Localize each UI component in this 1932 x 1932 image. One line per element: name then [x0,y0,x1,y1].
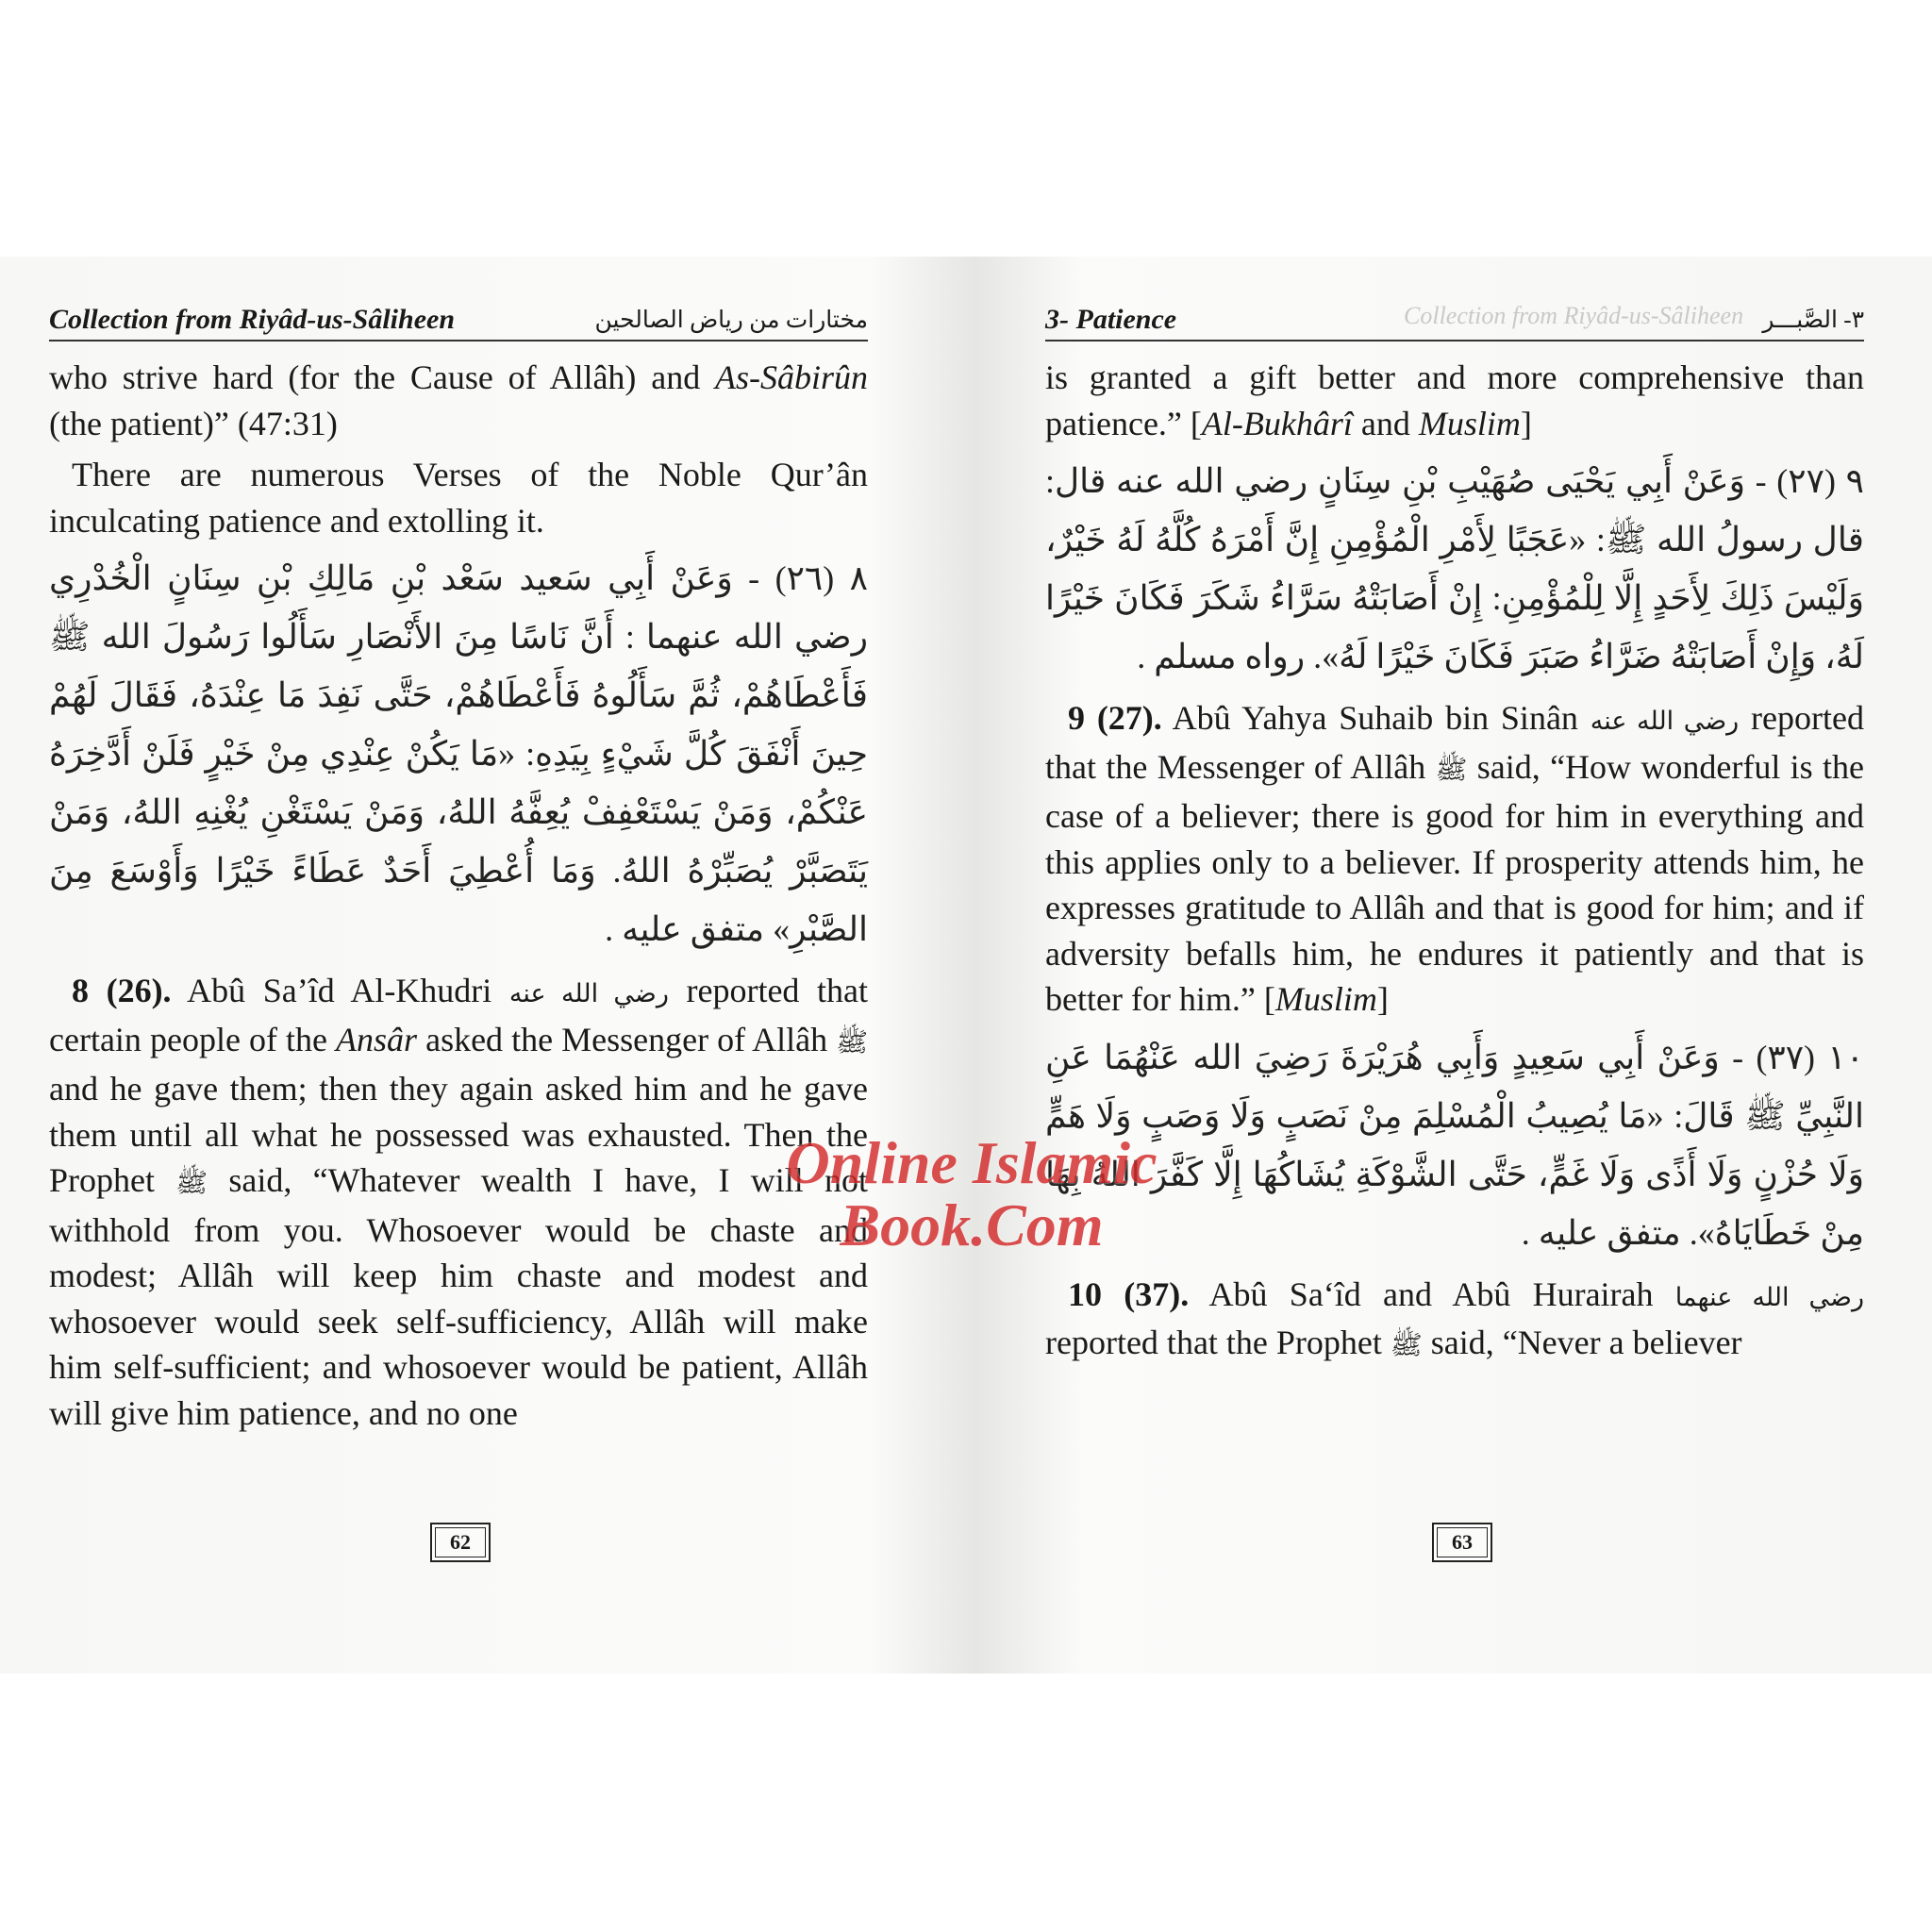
left-page [0,257,968,1674]
arabic-hadith-9: ٩ (٢٧) - وَعَنْ أَبِي يَحْيَى صُهَيْبِ بْنِ سِنَانٍ رضي الله عنه قال: قال رسولُ الله ﷺ: «عَجَبًا لِأَمْرِ الْمُؤْمِنِ إِنَّ أَمْرَهُ كُلَّهُ لَهُ خَيْرٌ، وَلَيْسَ ذَلِكَ لِأَحَدٍ إِلَّا لِلْمُؤْمِنِ: إِنْ أَصَابَتْهُ سَرَّاءُ شَكَرَ فَكَانَ خَيْرًا لَهُ، وَإِنْ أَصَابَتْهُ ضَرَّاءُ صَبَرَ فَكَانَ خَيْرًا لَهُ». رواه مسلم . [1045,462,1864,675]
salutation-seal-icon: ﷺ [175,1169,208,1198]
text-run: asked the Messenger of Allâh [417,1020,837,1058]
text-run: Abû Sa’îd Al-Khudri [171,972,509,1009]
left-page-header [49,296,868,341]
text-run: Abû Yahya Suhaib bin Sinân [1161,699,1591,737]
honorific-arabic: رضي الله عنهما [1674,1282,1864,1311]
text-run: reported that certain people of the [49,972,868,1058]
right-page [968,257,1932,1674]
hadith-number: 8 (26). [72,972,172,1009]
english-hadith-8 [49,968,868,1436]
text-run: said, “How wonderful is the case of a believer; there is good for him in everything and this applies only to a believer. If prosperity attends him, he expresses gratitude to Allâh and that is good for him; and if adversity befalls him, he endures it patiently and that is better for him.” [ [1045,747,1864,1018]
right-header-english: 3- Patience [1045,304,1177,335]
salutation-seal-icon: ﷺ [1390,1331,1423,1360]
book-spread [0,257,1932,1674]
italic-term: As-Sâbirûn [715,358,868,396]
patience-verses-paragraph: There are numerous Verses of the Noble Qur’ân inculcating patience and extolling it. [49,456,868,540]
honorific-arabic: رضي الله عنه [1590,707,1740,735]
hadith-number: 9 (27). [1068,699,1162,737]
honorific-arabic: رضي الله عنه [508,979,669,1008]
verse-conclusion-paragraph [49,355,868,446]
salutation-seal-icon: ﷺ [836,1027,869,1058]
text-run: is granted a gift better and more comprehensive than patience.” [ [1045,358,1864,442]
page-number-left: 62 [430,1523,491,1562]
right-page-body [1045,355,1864,1375]
text-run: reported that the Prophet [1045,1324,1391,1361]
english-hadith-9 [1045,695,1864,1023]
text-run: and he gave them; then they again asked him and he gave them until all what he possessed was exhausted. Then the Prophet [49,1070,868,1199]
left-header-english: Collection from Riyâd-us-Sâliheen [49,304,456,335]
bleed-through-header: Collection from Riyâd-us-Sâliheen [1404,302,1744,329]
hadith-number: 10 (37). [1068,1274,1190,1313]
text-run: Abû Sa‘îd and Abû Hurairah [1189,1274,1675,1313]
italic-term: Muslim [1274,980,1377,1018]
text-run: who strive hard (for the Cause of Allâh) and [49,358,715,396]
right-page-header [1045,296,1864,341]
watermark-line-1: Online Islamic [786,1129,1158,1196]
italic-term: Muslim [1418,404,1521,442]
english-hadith-10 [1045,1272,1864,1370]
italic-term: Al-Bukhârî [1201,404,1353,442]
text-run: (the patient)” (47:31) [49,404,338,442]
text-run: ] [1520,404,1532,442]
text-run: ] [1376,980,1389,1018]
text-run: reported that the Messenger of Allâh [1045,699,1864,786]
left-header-arabic: مختارات من رياض الصالحين [594,308,868,333]
text-run: and [1352,404,1419,442]
left-page-body [49,355,868,1441]
arabic-hadith-10: ١٠ (٣٧) - وَعَنْ أَبِي سَعِيدٍ وَأَبِي هُرَيْرَةَ رَضِيَ الله عَنْهُمَا عَنِ النَّبِيِّ ﷺ قَالَ: «مَا يُصِيبُ الْمُسْلِمَ مِنْ نَصَبٍ وَلَا وَصَبٍ وَلَا هَمٍّ وَلَا حُزْنٍ وَلَا أَذًى وَلَا غَمٍّ، حَتَّى الشَّوْكَةِ يُشَاكُهَا إِلَّا كَفَّرَ اللهُ بِهَا مِنْ خَطَايَاهُ». متفق عليه . [1045,1038,1865,1252]
italic-term: Ansâr [336,1020,418,1058]
arabic-hadith-8: ٨ (٢٦) - وَعَنْ أَبِي سَعيد سَعْد بْنِ مَالِكِ بْنِ سِنَانٍ الْخُدْرِي رضي الله عنهما : أَنَّ نَاسًا مِنَ الأَنْصَارِ سَأَلُوا رَسُولَ الله ﷺ فَأَعْطَاهُمْ، ثُمَّ سَأَلُوهُ فَأَعْطَاهُمْ، حَتَّى نَفِدَ مَا عِنْدَهُ، فَقَالَ لَهُمْ حِينَ أَنْفَقَ كُلَّ شَيْءٍ بِيَدِهِ: «مَا يَكُنْ عِنْدِي مِنْ خَيْرٍ فَلَنْ أَدَّخِرَهُ عَنْكُمْ، وَمَنْ يَسْتَعْفِفْ يُعِفَّهُ اللهُ، وَمَنْ يَسْتَغْنِ يُغْنِهِ اللهُ، وَمَنْ يَتَصَبَّرْ يُصَبِّرْهُ اللهُ. وَمَا أُعْطِيَ أَحَدٌ عَطَاءً خَيْرًا وَأَوْسَعَ مِنَ الصَّبْرِ» متفق عليه . [49,559,868,948]
watermark-line-2: Book.Com [840,1191,1104,1258]
salutation-seal-icon: ﷺ [1435,755,1468,785]
text-run: said, “Whatever wealth I have, I will not withhold from you. Whosoever would be chaste and modest; Allâh will keep him chaste and modest and whosoever would seek self-sufficiency, Allâh will make him self-sufficient; and whosoever would be patient, Allâh will give him patience, and no one [49,1161,868,1432]
hadith-8-conclusion [1045,355,1864,446]
page-number-right: 63 [1432,1523,1492,1562]
right-header-arabic: ٣- الصَّبـــر [1762,308,1864,333]
text-run: said, “Never a believer [1422,1324,1742,1361]
